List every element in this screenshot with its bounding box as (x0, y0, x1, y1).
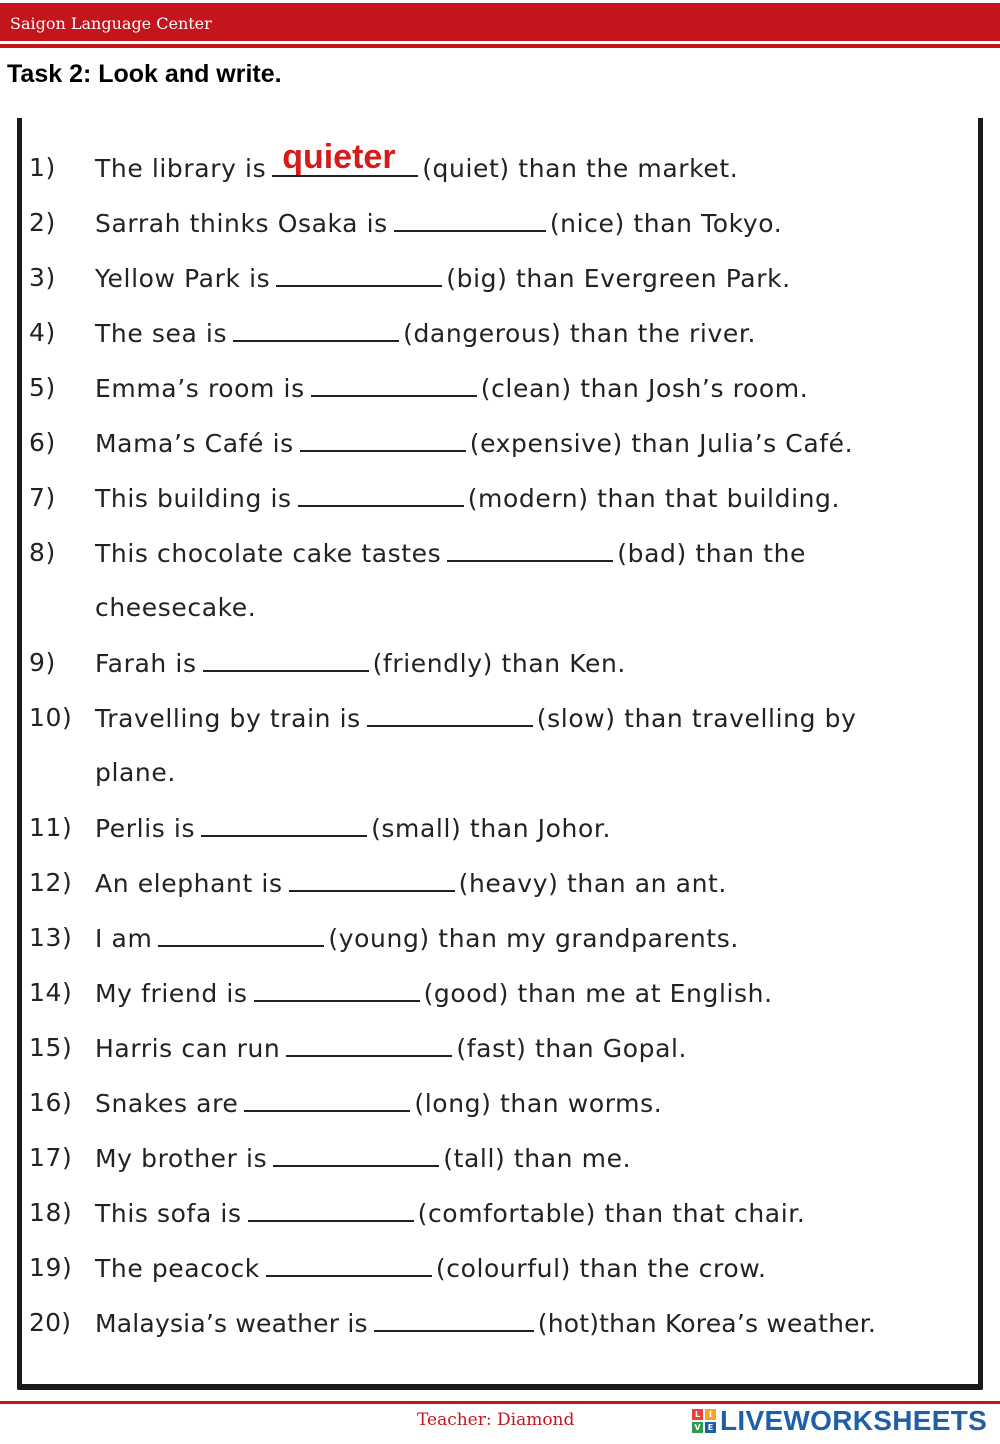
answer-blank[interactable] (374, 1308, 534, 1332)
question-hint: (modern) than that building. (467, 484, 841, 513)
question-number: 18) (29, 1198, 73, 1227)
question-hint: (expensive) than Julia’s Café. (469, 429, 854, 458)
answer-blank[interactable] (289, 868, 455, 892)
question-text-continued: cheesecake. (95, 593, 257, 622)
answer-blank[interactable] (201, 813, 367, 837)
liveworksheets-logo-icon: L I V E (692, 1409, 716, 1433)
question-text: The peacock (95, 1254, 260, 1283)
question-text: Sarrah thinks Osaka is (95, 209, 388, 238)
brand-name: LIVEWORKSHEETS (720, 1405, 988, 1436)
question-hint: (dangerous) than the river. (403, 319, 756, 348)
question-hint: (bad) than the (617, 539, 806, 568)
answer-blank[interactable] (367, 703, 533, 727)
question-text: Travelling by train is (95, 704, 361, 733)
task-title: Task 2: Look and write. (7, 60, 282, 88)
question-hint: (colourful) than the crow. (435, 1254, 767, 1283)
answer-blank[interactable] (233, 318, 399, 342)
question-text: Farah is (95, 649, 197, 678)
header-bar (0, 3, 1000, 41)
question-number: 3) (29, 263, 56, 292)
answer-blank[interactable] (298, 483, 464, 507)
question-number: 2) (29, 208, 56, 237)
question-number: 11) (29, 813, 73, 842)
teacher-credit: Teacher: Diamond (417, 1410, 575, 1430)
question-text: The sea is (95, 319, 228, 348)
question-hint: (heavy) than an ant. (458, 869, 727, 898)
question-hint: (fast) than Gopal. (456, 1034, 688, 1063)
question-number: 17) (29, 1143, 73, 1172)
answer-blank[interactable] (272, 138, 418, 177)
question-hint: (friendly) than Ken. (372, 649, 626, 678)
question-hint: (clean) than Josh’s room. (480, 374, 809, 403)
answer-blank[interactable] (266, 1253, 432, 1277)
footer-rule (0, 1401, 1000, 1404)
question-number: 12) (29, 868, 73, 897)
question-text: Emma’s room is (95, 374, 305, 403)
question-text: Malaysia’s weather is (95, 1309, 368, 1338)
question-number: 20) (29, 1308, 72, 1337)
header-rule (0, 44, 1000, 48)
question-text: My friend is (95, 979, 248, 1008)
answer-blank[interactable] (158, 923, 324, 947)
answer-blank[interactable] (254, 978, 420, 1002)
answer-blank[interactable] (203, 648, 369, 672)
question-text: This chocolate cake tastes (95, 539, 442, 568)
question-number: 9) (29, 648, 56, 677)
answer-blank[interactable] (248, 1198, 414, 1222)
question-number: 13) (29, 923, 73, 952)
question-text: An elephant is (95, 869, 283, 898)
question-number: 1) (29, 153, 56, 182)
question-number: 19) (29, 1253, 73, 1282)
question-hint: (small) than Johor. (371, 814, 612, 843)
answer-blank[interactable] (311, 373, 477, 397)
question-hint: (hot)than Korea’s weather. (537, 1309, 877, 1338)
question-text: My brother is (95, 1144, 268, 1173)
question-hint: (good) than me at English. (423, 979, 773, 1008)
question-hint: (young) than my grandparents. (328, 924, 739, 953)
question-text: The library is (95, 154, 267, 183)
question-number: 15) (29, 1033, 73, 1062)
question-text: This sofa is (95, 1199, 242, 1228)
question-number: 4) (29, 318, 56, 347)
question-hint: (big) than Evergreen Park. (446, 264, 791, 293)
question-text: I am (95, 924, 153, 953)
answer-blank[interactable] (286, 1033, 452, 1057)
question-number: 16) (29, 1088, 73, 1117)
question-text: Perlis is (95, 814, 196, 843)
question-hint: (comfortable) than that chair. (417, 1199, 806, 1228)
question-text-continued: plane. (95, 758, 176, 787)
question-hint: (long) than worms. (414, 1089, 663, 1118)
liveworksheets-brand[interactable] (692, 1405, 987, 1437)
answer-text: quieter (282, 138, 396, 176)
question-text: Yellow Park is (95, 264, 271, 293)
question-number: 10) (29, 703, 73, 732)
question-hint: (quiet) than the market. (422, 154, 739, 183)
answer-blank[interactable] (447, 538, 613, 562)
question-text: Mama’s Café is (95, 429, 294, 458)
question-hint: (nice) than Tokyo. (549, 209, 783, 238)
question-number: 14) (29, 978, 73, 1007)
answer-blank[interactable] (276, 263, 442, 287)
answer-blank[interactable] (244, 1088, 410, 1112)
answer-blank[interactable] (273, 1143, 439, 1167)
question-hint: (slow) than travelling by (536, 704, 857, 733)
question-number: 6) (29, 428, 56, 457)
answer-blank[interactable] (300, 428, 466, 452)
school-name: Saigon Language Center (10, 14, 212, 33)
question-hint: (tall) than me. (443, 1144, 632, 1173)
question-number: 5) (29, 373, 56, 402)
question-text: Snakes are (95, 1089, 239, 1118)
question-text: Harris can run (95, 1034, 281, 1063)
question-number: 7) (29, 483, 56, 512)
question-number: 8) (29, 538, 56, 567)
answer-blank[interactable] (394, 208, 546, 232)
question-text: This building is (95, 484, 292, 513)
